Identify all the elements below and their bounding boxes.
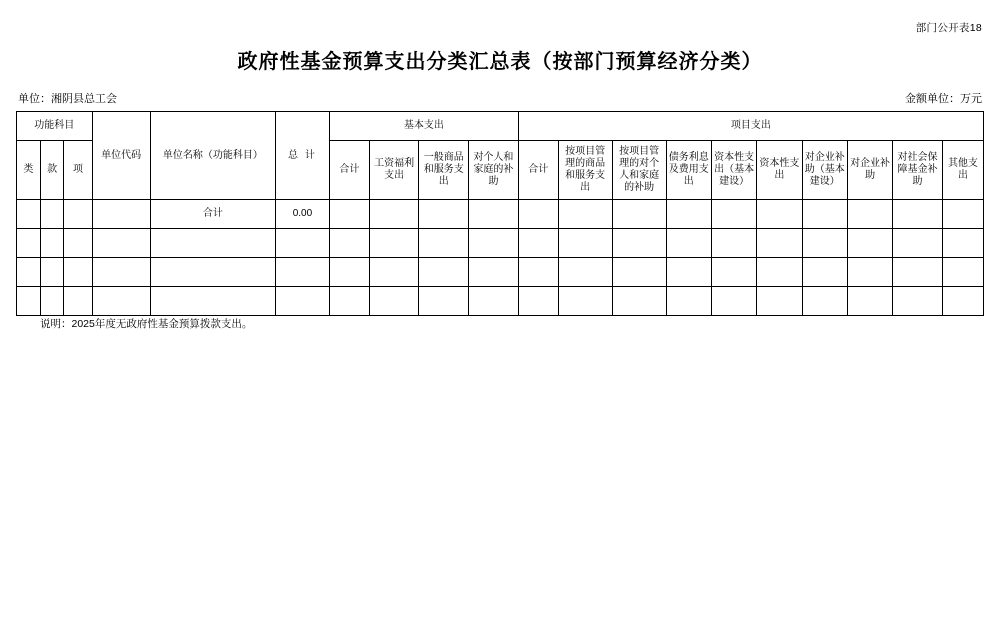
header-basic-total: 合计 xyxy=(329,141,369,200)
cell-section xyxy=(40,287,64,316)
cell-project-personal xyxy=(612,200,666,229)
cell-project-goods xyxy=(558,200,612,229)
header-section: 款 xyxy=(40,141,64,200)
cell-item xyxy=(64,200,92,229)
header-project-expenditure: 项目支出 xyxy=(518,112,983,141)
cell-project-personal xyxy=(612,229,666,258)
cell-project-enterprise xyxy=(847,258,892,287)
cell-project-social xyxy=(893,229,943,258)
cell-unit-code xyxy=(92,229,150,258)
cell-unit-code xyxy=(92,287,150,316)
cell-basic-personal xyxy=(469,258,519,287)
cell-basic-total xyxy=(329,229,369,258)
cell-section xyxy=(40,258,64,287)
cell-project-capital-basic xyxy=(711,229,756,258)
table-header-row-1 xyxy=(17,112,984,141)
cell-item xyxy=(64,287,92,316)
cell-project-capital-basic xyxy=(711,287,756,316)
table-row xyxy=(17,200,984,229)
cell-project-total xyxy=(518,258,558,287)
header-unit-name: 单位名称（功能科目） xyxy=(150,112,275,200)
cell-section xyxy=(40,229,64,258)
cell-project-social xyxy=(893,287,943,316)
header-project-total: 合计 xyxy=(518,141,558,200)
cell-project-capital xyxy=(757,258,802,287)
table-row xyxy=(17,258,984,287)
cell-project-capital-basic xyxy=(711,258,756,287)
header-project-social: 对社会保障基金补助 xyxy=(893,141,943,200)
cell-total xyxy=(275,287,329,316)
header-basic-salary: 工资福利支出 xyxy=(369,141,419,200)
cell-item xyxy=(64,258,92,287)
cell-total: 0.00 xyxy=(275,200,329,229)
header-project-debt: 债务利息及费用支出 xyxy=(666,141,711,200)
cell-project-debt xyxy=(666,287,711,316)
cell-basic-total xyxy=(329,258,369,287)
cell-class xyxy=(17,287,41,316)
cell-project-total xyxy=(518,287,558,316)
cell-project-debt xyxy=(666,258,711,287)
table-note: 说明：2025年度无政府性基金预算拨款支出。 xyxy=(40,318,253,330)
amount-unit-label: 金额单位：万元 xyxy=(905,93,982,105)
form-number: 部门公开表18 xyxy=(915,22,982,34)
cell-basic-personal xyxy=(469,229,519,258)
cell-project-personal xyxy=(612,287,666,316)
table-body xyxy=(17,200,984,316)
header-project-goods: 按项目管理的商品和服务支出 xyxy=(558,141,612,200)
cell-basic-goods xyxy=(419,287,469,316)
header-project-personal: 按项目管理的对个人和家庭的补助 xyxy=(612,141,666,200)
cell-class xyxy=(17,200,41,229)
cell-project-capital-basic xyxy=(711,200,756,229)
cell-project-capital xyxy=(757,229,802,258)
cell-project-social xyxy=(893,200,943,229)
cell-unit-name xyxy=(150,229,275,258)
header-basic-goods: 一般商品和服务支出 xyxy=(419,141,469,200)
cell-basic-salary xyxy=(369,200,419,229)
cell-project-personal xyxy=(612,258,666,287)
header-project-other: 其他支出 xyxy=(942,141,983,200)
cell-project-other xyxy=(942,287,983,316)
header-project-enterprise-basic: 对企业补助（基本建设） xyxy=(802,141,847,200)
header-basic-personal: 对个人和家庭的补助 xyxy=(469,141,519,200)
cell-basic-total xyxy=(329,287,369,316)
cell-unit-code xyxy=(92,258,150,287)
header-function-subject: 功能科目 xyxy=(17,112,93,141)
cell-basic-salary xyxy=(369,287,419,316)
cell-project-enterprise xyxy=(847,229,892,258)
cell-total xyxy=(275,229,329,258)
header-project-capital: 资本性支出 xyxy=(757,141,802,200)
table-row xyxy=(17,229,984,258)
cell-unit-name: 合计 xyxy=(150,200,275,229)
header-class: 类 xyxy=(17,141,41,200)
cell-project-enterprise-basic xyxy=(802,287,847,316)
cell-project-social xyxy=(893,258,943,287)
cell-class xyxy=(17,229,41,258)
cell-section xyxy=(40,200,64,229)
cell-project-enterprise-basic xyxy=(802,200,847,229)
cell-unit-name xyxy=(150,287,275,316)
cell-basic-total xyxy=(329,200,369,229)
header-basic-expenditure: 基本支出 xyxy=(329,112,518,141)
header-item: 项 xyxy=(64,141,92,200)
header-total: 总 计 xyxy=(275,112,329,200)
cell-project-goods xyxy=(558,229,612,258)
cell-project-total xyxy=(518,200,558,229)
cell-class xyxy=(17,258,41,287)
cell-project-enterprise xyxy=(847,287,892,316)
cell-project-other xyxy=(942,200,983,229)
header-project-enterprise: 对企业补助 xyxy=(847,141,892,200)
table-row xyxy=(17,287,984,316)
cell-project-enterprise xyxy=(847,200,892,229)
cell-project-capital xyxy=(757,200,802,229)
cell-basic-goods xyxy=(419,258,469,287)
header-project-capital-basic: 资本性支出（基本建设） xyxy=(711,141,756,200)
cell-project-enterprise-basic xyxy=(802,258,847,287)
cell-item xyxy=(64,229,92,258)
cell-project-debt xyxy=(666,229,711,258)
cell-project-debt xyxy=(666,200,711,229)
cell-project-other xyxy=(942,258,983,287)
subheader-line xyxy=(18,90,982,106)
cell-project-enterprise-basic xyxy=(802,229,847,258)
cell-project-other xyxy=(942,229,983,258)
header-unit-code: 单位代码 xyxy=(92,112,150,200)
budget-table xyxy=(16,111,984,316)
unit-label: 单位：湘阴县总工会 xyxy=(18,93,117,105)
cell-unit-name xyxy=(150,258,275,287)
cell-unit-code xyxy=(92,200,150,229)
cell-basic-personal xyxy=(469,200,519,229)
cell-basic-goods xyxy=(419,200,469,229)
cell-project-goods xyxy=(558,258,612,287)
cell-project-capital xyxy=(757,287,802,316)
cell-basic-personal xyxy=(469,287,519,316)
cell-total xyxy=(275,258,329,287)
cell-basic-salary xyxy=(369,258,419,287)
cell-project-total xyxy=(518,229,558,258)
cell-project-goods xyxy=(558,287,612,316)
page-title: 政府性基金预算支出分类汇总表（按部门预算经济分类） xyxy=(237,51,763,73)
cell-basic-salary xyxy=(369,229,419,258)
cell-basic-goods xyxy=(419,229,469,258)
